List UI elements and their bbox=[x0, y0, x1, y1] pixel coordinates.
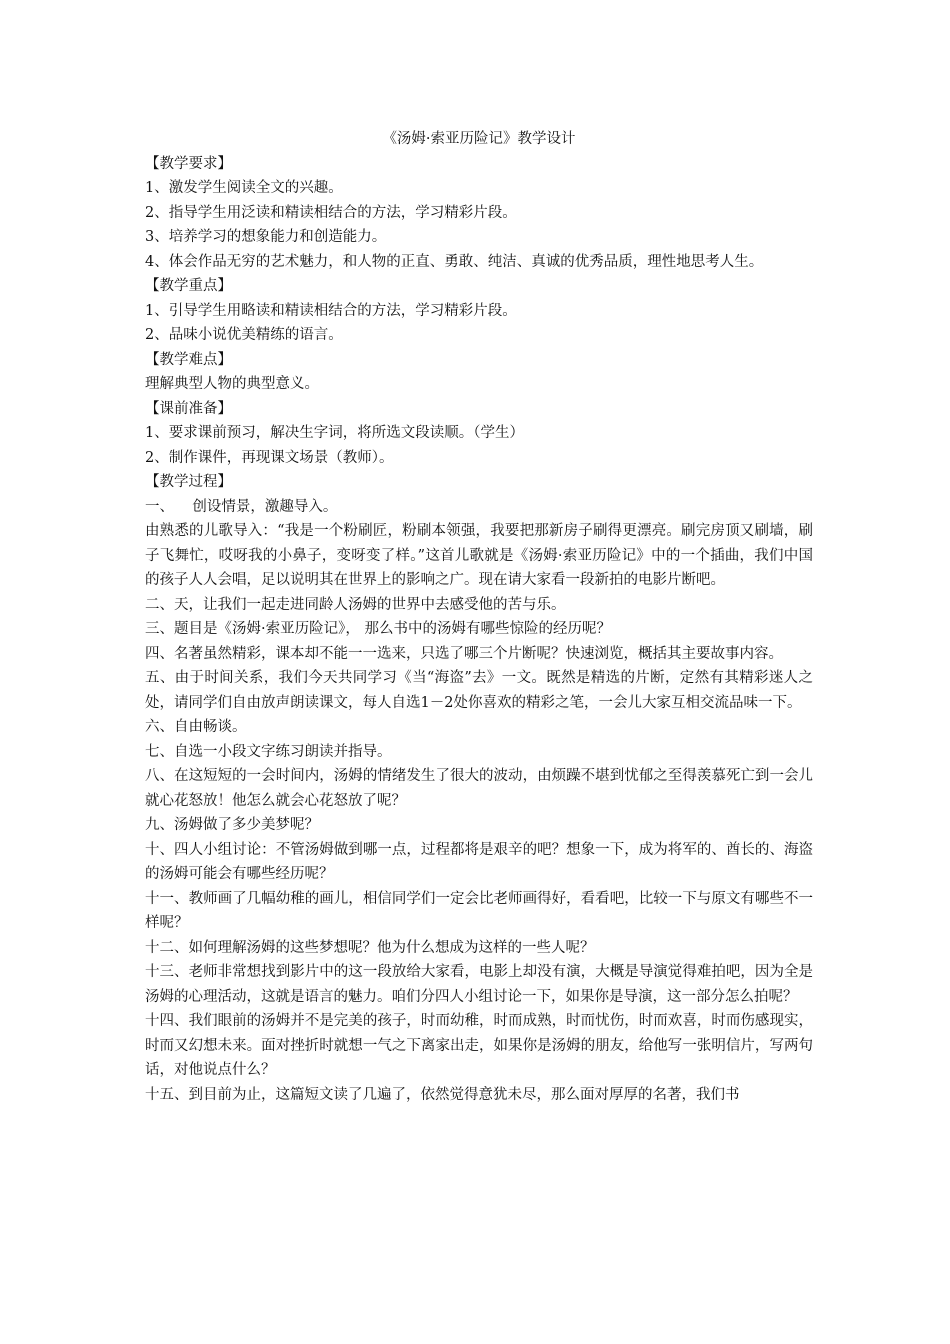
requirement-item-3: 3、培养学习的想象能力和创造能力。 bbox=[145, 229, 387, 245]
process-step-9: 九、汤姆做了多少美梦呢？ bbox=[145, 817, 319, 833]
process-step-5: 五、由于时间关系，我们今天共同学习《当“海盗”去》一文。既然是精选的片断，定然有其精彩迷人之处，请同学们自由放声朗读课文，每人自选1－2处你喜欢的精彩之笔，一会儿大家互相交流品味一下。 bbox=[145, 670, 813, 711]
process-step-8: 八、在这短短的一会时间内，汤姆的情绪发生了很大的波动，由烦躁不堪到忧郁之至得羡慕死亡到一会儿就心花怒放！他怎么就会心花怒放了呢？ bbox=[145, 768, 813, 809]
process-step-12: 十二、如何理解汤姆的这些梦想呢？他为什么想成为这样的一些人呢？ bbox=[145, 939, 595, 956]
requirement-item-1: 1、激发学生阅读全文的兴趣。 bbox=[145, 180, 343, 196]
key-point-item-1: 1、引导学生用略读和精读相结合的方法，学习精彩片段。 bbox=[145, 302, 517, 319]
process-step-10: 十、四人小组讨论：不管汤姆做到哪一点，过程都将是艰辛的吧？想象一下，成为将军的、酋长的、海盗的汤姆可能会有哪些经历呢？ bbox=[145, 841, 813, 882]
document-title: 《汤姆·索亚历险记》教学设计 bbox=[382, 131, 576, 147]
section-heading-key-points: 【教学重点】 bbox=[145, 278, 232, 294]
requirement-item-4: 4、体会作品无穷的艺术魅力，和人物的正直、勇敢、纯洁、真诚的优秀品质，理性地思考人生。 bbox=[145, 253, 764, 270]
key-point-item-2: 2、品味小说优美精练的语言。 bbox=[145, 327, 343, 343]
section-heading-preparation: 【课前准备】 bbox=[145, 400, 232, 417]
process-step-13: 十三、老师非常想找到影片中的这一段放给大家看，电影上却没有演，大概是导演觉得难拍吧，因为全是汤姆的心理活动，这就是语言的魅力。咱们分四人小组讨论一下，如果你是导演，这一部分怎么拍呢？ bbox=[145, 964, 813, 1005]
preparation-item-2: 2、制作课件，再现课文场景（教师）。 bbox=[145, 449, 394, 466]
process-step-4: 四、名著虽然精彩，课本却不能一一选来，只选了哪三个片断呢？快速浏览，概括其主要故事内容。 bbox=[145, 645, 783, 662]
section-heading-requirements: 【教学要求】 bbox=[145, 155, 232, 172]
process-step-1-body: 由熟悉的儿歌导入：“我是一个粉刷匠，粉刷本领强，我要把那新房子刷得更漂亮。刷完房顶又刷墙，刷子飞舞忙，哎呀我的小鼻子，变呀变了样。”这首儿歌就是《汤姆·索亚历险记》中的一个插曲，我们中国的孩子人人会唱，足以说明其在世界上的影响之广。现在请大家看一段新拍的电影片断吧。 bbox=[145, 523, 813, 588]
requirement-item-2: 2、指导学生用泛读和精读相结合的方法，学习精彩片段。 bbox=[145, 204, 517, 221]
process-step-15: 十五、到目前为止，这篇短文读了几遍了，依然觉得意犹未尽，那么面对厚厚的名著，我们书 bbox=[145, 1086, 740, 1103]
process-step-3: 三、题目是《汤姆·索亚历险记》， 那么书中的汤姆有哪些惊险的经历呢？ bbox=[145, 621, 611, 637]
process-step-11: 十一、教师画了几幅幼稚的画儿，相信同学们一定会比老师画得好，看看吧，比较一下与原文有哪些不一样呢？ bbox=[145, 890, 813, 931]
process-step-6: 六、自由畅谈。 bbox=[145, 719, 247, 735]
process-step-1: 一、 创设情景，激趣导入。 bbox=[145, 498, 338, 515]
document-page bbox=[145, 127, 813, 1107]
difficulty-item: 理解典型人物的典型意义。 bbox=[145, 376, 319, 392]
section-heading-difficulties: 【教学难点】 bbox=[145, 351, 232, 368]
process-step-2: 二、天，让我们一起走进同龄人汤姆的世界中去感受他的苦与乐。 bbox=[145, 596, 566, 613]
section-heading-process: 【教学过程】 bbox=[145, 474, 232, 490]
process-step-7: 七、自选一小段文字练习朗读并指导。 bbox=[145, 743, 392, 760]
preparation-item-1: 1、要求课前预习，解决生字词，将所选文段读顺。（学生） bbox=[145, 425, 524, 441]
process-step-14: 十四、我们眼前的汤姆并不是完美的孩子，时而幼稚，时而成熟，时而忧伤，时而欢喜，时而伤感现实，时而又幻想未来。面对挫折时就想一气之下离家出走，如果你是汤姆的朋友，给他写一张明信片，写两句话，对他说点什么？ bbox=[145, 1013, 813, 1078]
